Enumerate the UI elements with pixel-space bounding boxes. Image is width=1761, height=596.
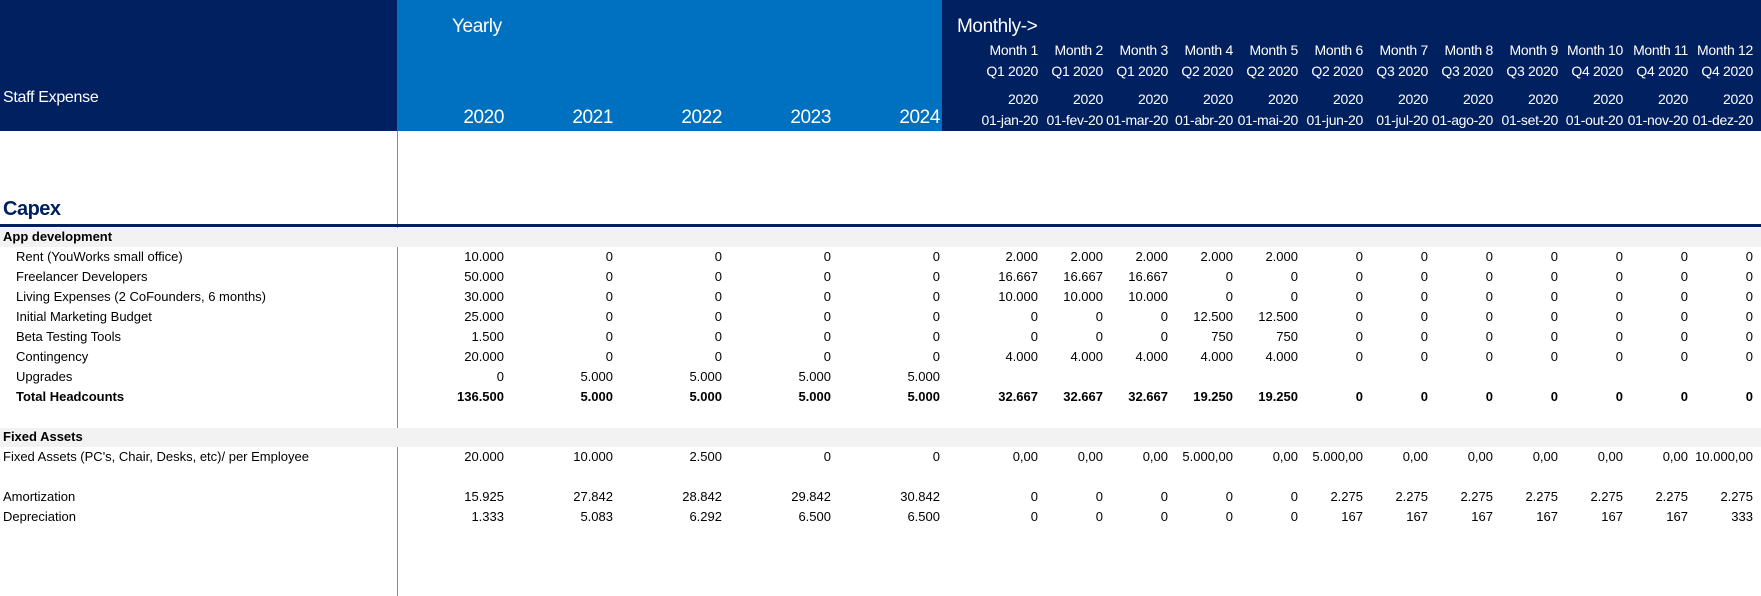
column-divider — [397, 131, 398, 596]
yearly-value-cell[interactable]: 0 — [714, 289, 722, 304]
monthly-value-cell[interactable]: 10.000 — [1063, 289, 1103, 304]
section-title: Capex — [3, 198, 61, 220]
yearly-title: Yearly — [452, 16, 502, 37]
monthly-value-cell[interactable]: 0 — [1745, 349, 1753, 364]
yearly-value-cell[interactable]: 0 — [932, 289, 940, 304]
row-label[interactable]: Fixed Assets — [3, 429, 83, 444]
monthly-value-cell[interactable]: 10.000 — [998, 289, 1038, 304]
row-label[interactable]: Rent (YouWorks small office) — [16, 249, 183, 264]
yearly-value-cell[interactable]: 27.842 — [573, 489, 613, 504]
month-year-header: 2020 — [1073, 91, 1103, 107]
yearly-value-cell[interactable]: 25.000 — [464, 309, 504, 324]
month-name-header: Month 7 — [1379, 42, 1428, 58]
row-label[interactable]: Contingency — [16, 349, 89, 364]
monthly-value-cell[interactable]: 12.500 — [1258, 309, 1298, 324]
monthly-value-cell[interactable]: 0 — [1485, 269, 1493, 284]
yearly-value-cell[interactable]: 6.500 — [798, 509, 831, 524]
month-date-header: 01-mai-20 — [1237, 112, 1298, 128]
monthly-value-cell[interactable]: 0 — [1485, 289, 1493, 304]
yearly-value-cell[interactable]: 30.842 — [900, 489, 940, 504]
monthly-value-cell[interactable]: 167 — [1536, 509, 1558, 524]
month-name-header: Month 9 — [1509, 42, 1558, 58]
month-year-header: 2020 — [1008, 91, 1038, 107]
monthly-value-cell[interactable]: 2.000 — [1200, 249, 1233, 264]
year-header: 2020 — [463, 107, 504, 128]
monthly-value-cell[interactable]: 0 — [1550, 249, 1558, 264]
monthly-value-cell[interactable]: 167 — [1601, 509, 1623, 524]
monthly-value-cell[interactable]: 0 — [1680, 309, 1688, 324]
monthly-value-cell[interactable]: 0 — [1615, 269, 1623, 284]
yearly-value-cell[interactable]: 6.292 — [689, 509, 722, 524]
yearly-value-cell[interactable]: 0 — [823, 309, 831, 324]
monthly-value-cell[interactable]: 0 — [1420, 249, 1428, 264]
monthly-value-cell[interactable]: 0 — [1160, 329, 1168, 344]
monthly-value-cell[interactable]: 0 — [1680, 389, 1688, 404]
group-band — [0, 428, 1761, 447]
yearly-value-cell[interactable]: 0 — [605, 309, 613, 324]
row-label[interactable]: Fixed Assets (PC's, Chair, Desks, etc)/ per Employee — [3, 449, 309, 464]
section-rule — [0, 224, 1761, 227]
month-date-header: 01-jan-20 — [981, 112, 1038, 128]
month-year-header: 2020 — [1333, 91, 1363, 107]
monthly-value-cell[interactable]: 750 — [1211, 329, 1233, 344]
monthly-value-cell[interactable]: 0 — [1485, 349, 1493, 364]
monthly-value-cell[interactable]: 2.275 — [1655, 489, 1688, 504]
yearly-value-cell[interactable]: 0 — [605, 269, 613, 284]
monthly-value-cell[interactable]: 0 — [1745, 389, 1753, 404]
monthly-value-cell[interactable]: 167 — [1406, 509, 1428, 524]
monthly-value-cell[interactable]: 2.275 — [1330, 489, 1363, 504]
monthly-value-cell[interactable]: 0 — [1095, 329, 1103, 344]
monthly-value-cell[interactable]: 0 — [1030, 489, 1038, 504]
monthly-value-cell[interactable]: 16.667 — [1128, 269, 1168, 284]
yearly-value-cell[interactable]: 0 — [932, 349, 940, 364]
monthly-value-cell[interactable]: 0 — [1420, 269, 1428, 284]
monthly-value-cell[interactable]: 0,00 — [1272, 449, 1298, 464]
month-quarter-header: Q3 2020 — [1376, 63, 1428, 79]
yearly-value-cell[interactable]: 5.083 — [580, 509, 613, 524]
month-quarter-header: Q1 2020 — [1116, 63, 1168, 79]
yearly-value-cell[interactable]: 1.333 — [471, 509, 504, 524]
month-year-header: 2020 — [1593, 91, 1623, 107]
sheet-label: Staff Expense — [3, 89, 99, 106]
yearly-value-cell[interactable]: 5.000 — [798, 369, 831, 384]
year-header: 2022 — [681, 107, 722, 128]
yearly-value-cell[interactable]: 0 — [714, 329, 722, 344]
yearly-value-cell[interactable]: 0 — [714, 349, 722, 364]
header-label-area — [0, 0, 397, 131]
monthly-value-cell[interactable]: 2.000 — [1135, 249, 1168, 264]
month-year-header: 2020 — [1398, 91, 1428, 107]
month-date-header: 01-mar-20 — [1106, 112, 1168, 128]
monthly-value-cell[interactable]: 32.667 — [998, 389, 1038, 404]
monthly-value-cell[interactable]: 0 — [1030, 329, 1038, 344]
month-quarter-header: Q4 2020 — [1636, 63, 1688, 79]
monthly-value-cell[interactable]: 0 — [1420, 329, 1428, 344]
month-date-header: 01-set-20 — [1501, 112, 1558, 128]
month-quarter-header: Q2 2020 — [1246, 63, 1298, 79]
monthly-value-cell[interactable]: 0 — [1355, 389, 1363, 404]
monthly-value-cell[interactable]: 0 — [1615, 389, 1623, 404]
yearly-value-cell[interactable]: 0 — [823, 289, 831, 304]
row-label[interactable]: Initial Marketing Budget — [16, 309, 152, 324]
yearly-value-cell[interactable]: 0 — [605, 329, 613, 344]
month-quarter-header: Q1 2020 — [986, 63, 1038, 79]
monthly-value-cell[interactable]: 0 — [1485, 389, 1493, 404]
monthly-value-cell[interactable]: 333 — [1731, 509, 1753, 524]
row-label[interactable]: Total Headcounts — [16, 389, 125, 404]
monthly-value-cell[interactable]: 16.667 — [998, 269, 1038, 284]
monthly-value-cell[interactable]: 0 — [1745, 269, 1753, 284]
monthly-value-cell[interactable]: 4.000 — [1135, 349, 1168, 364]
monthly-value-cell[interactable]: 19.250 — [1258, 389, 1298, 404]
month-date-header: 01-nov-20 — [1627, 112, 1688, 128]
month-date-header: 01-ago-20 — [1431, 112, 1493, 128]
yearly-value-cell[interactable]: 28.842 — [682, 489, 722, 504]
yearly-value-cell[interactable]: 0 — [932, 449, 940, 464]
monthly-value-cell[interactable]: 0,00 — [1467, 449, 1493, 464]
monthly-value-cell[interactable]: 0 — [1420, 349, 1428, 364]
monthly-value-cell[interactable]: 167 — [1471, 509, 1493, 524]
monthly-value-cell[interactable]: 0 — [1225, 489, 1233, 504]
month-quarter-header: Q2 2020 — [1181, 63, 1233, 79]
month-name-header: Month 10 — [1567, 42, 1623, 58]
yearly-value-cell[interactable]: 0 — [823, 449, 831, 464]
monthly-value-cell[interactable]: 4.000 — [1200, 349, 1233, 364]
month-date-header: 01-out-20 — [1565, 112, 1623, 128]
yearly-value-cell[interactable]: 0 — [496, 369, 504, 384]
month-quarter-header: Q1 2020 — [1051, 63, 1103, 79]
yearly-value-cell[interactable]: 0 — [823, 249, 831, 264]
monthly-value-cell[interactable]: 19.250 — [1193, 389, 1233, 404]
year-header: 2024 — [899, 107, 940, 128]
monthly-value-cell[interactable]: 0 — [1160, 309, 1168, 324]
monthly-value-cell[interactable]: 0 — [1485, 309, 1493, 324]
yearly-value-cell[interactable]: 15.925 — [464, 489, 504, 504]
monthly-value-cell[interactable]: 0,00 — [1142, 449, 1168, 464]
monthly-value-cell[interactable]: 0 — [1355, 329, 1363, 344]
monthly-value-cell[interactable]: 0 — [1615, 309, 1623, 324]
monthly-value-cell[interactable]: 4.000 — [1265, 349, 1298, 364]
month-year-header: 2020 — [1463, 91, 1493, 107]
monthly-value-cell[interactable]: 32.667 — [1063, 389, 1103, 404]
month-date-header: 01-jul-20 — [1376, 112, 1428, 128]
yearly-value-cell[interactable]: 0 — [605, 249, 613, 264]
month-quarter-header: Q3 2020 — [1441, 63, 1493, 79]
monthly-value-cell[interactable]: 32.667 — [1128, 389, 1168, 404]
monthly-value-cell[interactable]: 0 — [1290, 289, 1298, 304]
yearly-value-cell[interactable]: 6.500 — [907, 509, 940, 524]
month-name-header: Month 6 — [1314, 42, 1363, 58]
month-name-header: Month 1 — [989, 42, 1038, 58]
row-label[interactable]: Living Expenses (2 CoFounders, 6 months) — [16, 289, 267, 304]
monthly-value-cell[interactable]: 0 — [1550, 289, 1558, 304]
monthly-value-cell[interactable]: 0 — [1615, 349, 1623, 364]
monthly-value-cell[interactable]: 2.275 — [1525, 489, 1558, 504]
monthly-value-cell[interactable]: 5.000,00 — [1312, 449, 1363, 464]
monthly-value-cell[interactable]: 0,00 — [1012, 449, 1038, 464]
monthly-value-cell[interactable]: 0 — [1225, 269, 1233, 284]
monthly-value-cell[interactable]: 0 — [1355, 309, 1363, 324]
monthly-value-cell[interactable]: 0 — [1355, 349, 1363, 364]
group-band — [0, 228, 1761, 247]
yearly-value-cell[interactable]: 0 — [605, 289, 613, 304]
yearly-value-cell[interactable]: 29.842 — [791, 489, 831, 504]
monthly-value-cell[interactable]: 0 — [1680, 349, 1688, 364]
monthly-value-cell[interactable]: 2.275 — [1590, 489, 1623, 504]
monthly-value-cell[interactable]: 167 — [1666, 509, 1688, 524]
month-year-header: 2020 — [1268, 91, 1298, 107]
month-date-header: 01-dez-20 — [1692, 112, 1753, 128]
monthly-value-cell[interactable]: 0 — [1420, 309, 1428, 324]
year-header: 2023 — [790, 107, 831, 128]
month-name-header: Month 8 — [1444, 42, 1493, 58]
yearly-value-cell[interactable]: 0 — [714, 269, 722, 284]
yearly-value-cell[interactable]: 2.500 — [689, 449, 722, 464]
monthly-value-cell[interactable]: 0 — [1160, 489, 1168, 504]
monthly-value-cell[interactable]: 0,00 — [1402, 449, 1428, 464]
monthly-value-cell[interactable]: 5.000,00 — [1182, 449, 1233, 464]
monthly-value-cell[interactable]: 0 — [1550, 389, 1558, 404]
yearly-value-cell[interactable]: 5.000 — [798, 389, 831, 404]
yearly-value-cell[interactable]: 0 — [714, 309, 722, 324]
monthly-value-cell[interactable]: 0 — [1355, 269, 1363, 284]
row-label[interactable]: Beta Testing Tools — [16, 329, 122, 344]
month-name-header: Month 12 — [1697, 42, 1753, 58]
monthly-value-cell[interactable]: 0 — [1485, 329, 1493, 344]
monthly-value-cell[interactable]: 0,00 — [1077, 449, 1103, 464]
month-date-header: 01-fev-20 — [1046, 112, 1103, 128]
yearly-value-cell[interactable]: 0 — [932, 309, 940, 324]
monthly-value-cell[interactable]: 0 — [1420, 289, 1428, 304]
yearly-value-cell[interactable]: 0 — [932, 269, 940, 284]
monthly-value-cell[interactable]: 0 — [1420, 389, 1428, 404]
yearly-value-cell[interactable]: 5.000 — [689, 369, 722, 384]
month-name-header: Month 3 — [1119, 42, 1168, 58]
monthly-value-cell[interactable]: 0 — [1550, 309, 1558, 324]
month-date-header: 01-jun-20 — [1306, 112, 1363, 128]
monthly-value-cell[interactable]: 0 — [1745, 309, 1753, 324]
monthly-value-cell[interactable]: 0 — [1095, 489, 1103, 504]
monthly-value-cell[interactable]: 2.000 — [1070, 249, 1103, 264]
yearly-value-cell[interactable]: 20.000 — [464, 449, 504, 464]
yearly-value-cell[interactable]: 1.500 — [471, 329, 504, 344]
row-label[interactable]: Upgrades — [16, 369, 73, 384]
monthly-value-cell[interactable]: 12.500 — [1193, 309, 1233, 324]
monthly-value-cell[interactable]: 2.000 — [1265, 249, 1298, 264]
monthly-value-cell[interactable]: 0 — [1355, 249, 1363, 264]
monthly-value-cell[interactable]: 167 — [1341, 509, 1363, 524]
monthly-value-cell[interactable]: 0,00 — [1532, 449, 1558, 464]
monthly-value-cell[interactable]: 2.275 — [1395, 489, 1428, 504]
month-date-header: 01-abr-20 — [1174, 112, 1233, 128]
yearly-value-cell[interactable]: 20.000 — [464, 349, 504, 364]
row-label[interactable]: Freelancer Developers — [16, 269, 148, 284]
monthly-value-cell[interactable]: 0 — [1615, 329, 1623, 344]
monthly-value-cell[interactable]: 2.000 — [1005, 249, 1038, 264]
monthly-value-cell[interactable]: 10.000,00 — [1695, 449, 1753, 464]
monthly-value-cell[interactable]: 2.275 — [1460, 489, 1493, 504]
monthly-title: Monthly-> — [957, 16, 1038, 37]
monthly-value-cell[interactable]: 0 — [1745, 329, 1753, 344]
yearly-value-cell[interactable]: 10.000 — [464, 249, 504, 264]
month-name-header: Month 4 — [1184, 42, 1233, 58]
yearly-value-cell[interactable]: 5.000 — [580, 369, 613, 384]
yearly-value-cell[interactable]: 0 — [605, 349, 613, 364]
monthly-value-cell[interactable]: 4.000 — [1005, 349, 1038, 364]
year-header: 2021 — [572, 107, 613, 128]
month-year-header: 2020 — [1138, 91, 1168, 107]
monthly-value-cell[interactable]: 0 — [1290, 489, 1298, 504]
month-quarter-header: Q4 2020 — [1571, 63, 1623, 79]
monthly-value-cell[interactable]: 0 — [1550, 329, 1558, 344]
monthly-value-cell[interactable]: 10.000 — [1128, 289, 1168, 304]
yearly-value-cell[interactable]: 0 — [823, 269, 831, 284]
month-name-header: Month 2 — [1054, 42, 1103, 58]
monthly-value-cell[interactable]: 0 — [1290, 509, 1298, 524]
monthly-value-cell[interactable]: 0 — [1030, 309, 1038, 324]
month-year-header: 2020 — [1658, 91, 1688, 107]
row-label[interactable]: Depreciation — [3, 509, 76, 524]
yearly-value-cell[interactable]: 5.000 — [907, 389, 940, 404]
monthly-value-cell[interactable]: 0 — [1160, 509, 1168, 524]
monthly-value-cell[interactable]: 0 — [1095, 509, 1103, 524]
monthly-value-cell[interactable]: 0 — [1680, 249, 1688, 264]
monthly-value-cell[interactable]: 0 — [1745, 289, 1753, 304]
monthly-value-cell[interactable]: 0 — [1615, 249, 1623, 264]
monthly-value-cell[interactable]: 4.000 — [1070, 349, 1103, 364]
yearly-value-cell[interactable]: 10.000 — [573, 449, 613, 464]
row-label[interactable]: App development — [3, 229, 113, 244]
monthly-value-cell[interactable]: 750 — [1276, 329, 1298, 344]
yearly-value-cell[interactable]: 5.000 — [907, 369, 940, 384]
yearly-value-cell[interactable]: 0 — [823, 349, 831, 364]
yearly-value-cell[interactable]: 5.000 — [689, 389, 722, 404]
month-name-header: Month 5 — [1249, 42, 1298, 58]
monthly-value-cell[interactable]: 0 — [1680, 289, 1688, 304]
yearly-value-cell[interactable]: 0 — [823, 329, 831, 344]
monthly-value-cell[interactable]: 0,00 — [1662, 449, 1688, 464]
yearly-value-cell[interactable]: 30.000 — [464, 289, 504, 304]
monthly-value-cell[interactable]: 0 — [1355, 289, 1363, 304]
month-quarter-header: Q4 2020 — [1701, 63, 1753, 79]
month-year-header: 2020 — [1723, 91, 1753, 107]
yearly-value-cell[interactable]: 5.000 — [580, 389, 613, 404]
yearly-value-cell[interactable]: 136.500 — [457, 389, 504, 404]
row-label[interactable]: Amortization — [3, 489, 76, 504]
monthly-value-cell[interactable]: 0 — [1615, 289, 1623, 304]
month-name-header: Month 11 — [1633, 42, 1688, 58]
yearly-value-cell[interactable]: 0 — [714, 249, 722, 264]
monthly-value-cell[interactable]: 2.275 — [1720, 489, 1753, 504]
yearly-value-cell[interactable]: 0 — [932, 249, 940, 264]
monthly-value-cell[interactable]: 0 — [1225, 509, 1233, 524]
monthly-value-cell[interactable]: 0 — [1030, 509, 1038, 524]
month-year-header: 2020 — [1528, 91, 1558, 107]
monthly-value-cell[interactable]: 0,00 — [1597, 449, 1623, 464]
month-quarter-header: Q3 2020 — [1506, 63, 1558, 79]
monthly-value-cell[interactable]: 0 — [1225, 289, 1233, 304]
monthly-value-cell[interactable]: 16.667 — [1063, 269, 1103, 284]
month-year-header: 2020 — [1203, 91, 1233, 107]
monthly-value-cell[interactable]: 0 — [1485, 249, 1493, 264]
monthly-value-cell[interactable]: 0 — [1680, 329, 1688, 344]
monthly-value-cell[interactable]: 0 — [1290, 269, 1298, 284]
monthly-value-cell[interactable]: 0 — [1745, 249, 1753, 264]
monthly-value-cell[interactable]: 0 — [1550, 349, 1558, 364]
monthly-value-cell[interactable]: 0 — [1095, 309, 1103, 324]
monthly-value-cell[interactable]: 0 — [1550, 269, 1558, 284]
yearly-value-cell[interactable]: 0 — [932, 329, 940, 344]
yearly-value-cell[interactable]: 50.000 — [464, 269, 504, 284]
monthly-value-cell[interactable]: 0 — [1680, 269, 1688, 284]
month-quarter-header: Q2 2020 — [1311, 63, 1363, 79]
